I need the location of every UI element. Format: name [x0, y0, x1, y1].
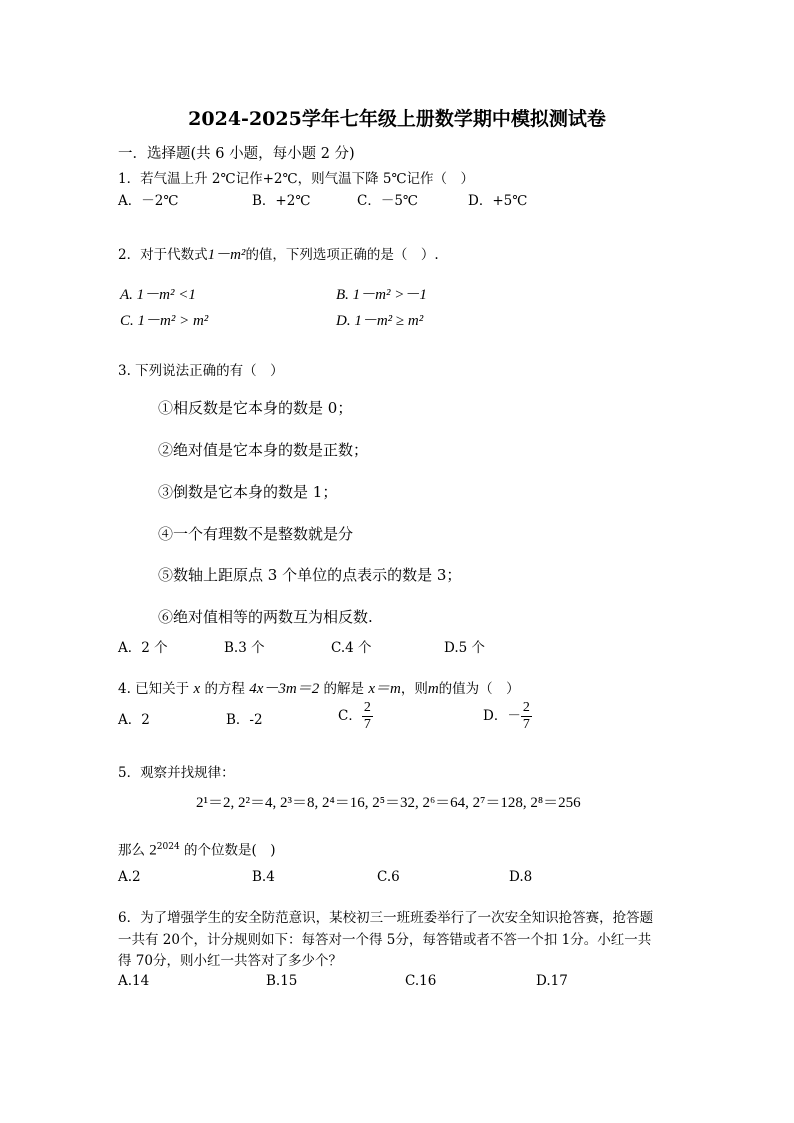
question-stem: 3. 下列说法正确的有（ ）	[118, 363, 284, 379]
stem-part: 的值为（ ）	[438, 681, 520, 697]
question-line: 6．为了增强学生的安全防范意识，某校初三一班班委举行了一次安全知识抢答赛，抢答题	[118, 910, 654, 926]
option-c: C. 1－m² > m²	[120, 313, 209, 329]
statement-6: ⑥绝对值相等的两数互为相反数.	[158, 608, 373, 626]
option-b: B．-2	[226, 712, 263, 728]
variable-m: m	[427, 681, 439, 697]
option-c: C.16	[405, 973, 437, 989]
power-pattern: 2¹＝2, 2²＝4, 2³＝8, 2⁴＝16, 2⁵＝32, 2⁶＝64, 2⁷＝128, 2⁸＝256	[196, 795, 581, 811]
statement-5: ⑤数轴上距原点 3 个单位的点表示的数是 3；	[158, 566, 462, 584]
power-exponent: 2024	[156, 842, 180, 852]
power-base: 2	[149, 842, 157, 859]
statement-3: ③倒数是它本身的数是 1；	[158, 483, 338, 501]
option-a: A．2	[118, 712, 150, 728]
option-label: D．－	[483, 708, 521, 724]
equation: 4x－3m＝2	[249, 681, 320, 697]
question-stem: 5．观察并找规律：	[118, 765, 235, 781]
option-c: C．－5℃	[357, 193, 419, 209]
option-b: B．+2℃	[252, 193, 311, 209]
option-c: C.4 个	[331, 640, 372, 656]
option-b: B.4	[252, 869, 275, 885]
question-stem	[118, 244, 439, 266]
stem-part: 4. 已知关于	[118, 681, 190, 697]
option-a: A.14	[118, 973, 150, 989]
stem-prefix: 2．对于代数式	[118, 247, 208, 263]
option-d: D. 1－m² ≥ m²	[336, 313, 424, 329]
option-d: D.8	[509, 869, 533, 885]
statement-4: ④一个有理数不是整数就是分	[158, 525, 354, 543]
option-d: D．+5℃	[468, 193, 528, 209]
option-a: A．2 个	[118, 640, 168, 656]
stem-suffix: 的值，下列选项正确的是（ ）.	[245, 247, 439, 263]
denominator: 7	[363, 717, 371, 732]
option-b: B.15	[266, 973, 298, 989]
section-header: 一．选择题(共 6 小题，每小题 2 分)	[118, 146, 355, 162]
question-stem: 1．若气温上升 2℃记作+2℃，则气温下降 5℃记作（ ）	[118, 171, 475, 187]
option-d: D.5 个	[444, 640, 486, 656]
option-a: A.2	[118, 869, 141, 885]
stem-part: ，则	[400, 681, 428, 697]
page-title: 2024-2025学年七年级上册数学期中模拟测试卷	[188, 108, 606, 130]
text-part: 那么	[118, 842, 145, 859]
option-b: B. 1－m² >－1	[336, 287, 427, 303]
option-c	[338, 700, 373, 733]
option-b: B.3 个	[224, 640, 265, 656]
question-stem	[118, 678, 520, 700]
question-line: 一共有 20个，计分规则如下：每答对一个得 5分，每答错或者不答一个扣 1分。小红一共	[118, 932, 652, 948]
option-a: A．－2℃	[118, 193, 179, 209]
fraction	[362, 700, 373, 733]
fraction	[521, 700, 532, 733]
option-c: C.6	[377, 869, 400, 885]
question-text	[118, 836, 276, 862]
stem-part: 的解是	[323, 681, 365, 697]
option-d: D.17	[536, 973, 568, 989]
variable-x: x	[193, 681, 201, 697]
numerator: 2	[363, 700, 371, 715]
solution: x＝m	[368, 681, 401, 697]
statement-1: ①相反数是它本身的数是 0；	[158, 399, 353, 417]
numerator: 2	[522, 700, 530, 715]
stem-expression: 1－m²	[207, 247, 246, 263]
option-label: C．	[338, 708, 362, 724]
option-a: A. 1－m² <1	[120, 287, 196, 303]
question-line: 得 70分，则小红一共答对了多少个？	[118, 953, 342, 969]
option-d	[483, 700, 532, 733]
text-part: 的个位数是( )	[184, 842, 276, 859]
denominator: 7	[522, 717, 530, 732]
stem-part: 的方程	[204, 681, 245, 697]
statement-2: ②绝对值是它本身的数是正数；	[158, 441, 369, 459]
